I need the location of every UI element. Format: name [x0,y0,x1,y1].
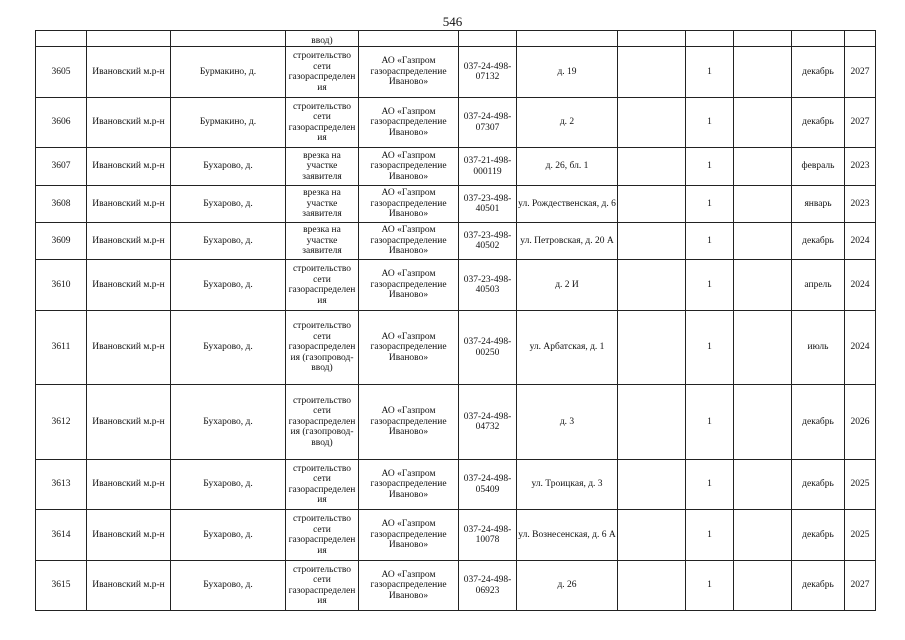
table-row [36,47,876,98]
cell-empty [618,561,686,611]
cell-organization: АО «Газпром газораспределение Иваново» [359,510,459,561]
cell-empty [845,31,876,47]
cell-month: декабрь [792,223,845,260]
cell-work-type: строительство сети газораспределения (газопровод-ввод) [286,385,359,460]
cell-month: декабрь [792,98,845,148]
cell-number: 3611 [36,311,87,385]
cell-quantity: 1 [686,186,734,223]
cell-empty [734,385,792,460]
cell-organization: АО «Газпром газораспределение Иваново» [359,460,459,510]
cell-locality: Бухарово, д. [171,311,286,385]
cell-locality: Бухарово, д. [171,260,286,311]
cell-code: 037-24-498-04732 [459,385,517,460]
cell-district: Ивановский м.р-н [87,186,171,223]
table-row [36,510,876,561]
cell-organization: АО «Газпром газораспределение Иваново» [359,148,459,186]
cell-empty [618,148,686,186]
table-row [36,311,876,385]
cell-district: Ивановский м.р-н [87,148,171,186]
cell-empty [618,223,686,260]
cell-year: 2027 [845,561,876,611]
cell-empty [734,510,792,561]
cell-quantity: 1 [686,260,734,311]
cell-locality: Бухарово, д. [171,460,286,510]
cell-locality: Бухарово, д. [171,148,286,186]
cell-year: 2025 [845,510,876,561]
cell-year: 2024 [845,223,876,260]
cell-work-type: врезка на участке заявителя [286,148,359,186]
cell-month: июль [792,311,845,385]
cell-empty [36,31,87,47]
cell-code: 037-24-498-06923 [459,561,517,611]
cell-quantity: 1 [686,561,734,611]
cell-empty [618,31,686,47]
cell-work-type: строительство сети газораспределения (газопровод-ввод) [286,311,359,385]
cell-empty [87,31,171,47]
cell-code: 037-24-498-00250 [459,311,517,385]
cell-work-type: строительство сети газораспределения [286,47,359,98]
cell-empty [618,186,686,223]
cell-number: 3609 [36,223,87,260]
cell-organization: АО «Газпром газораспределение Иваново» [359,260,459,311]
cell-address: ул. Петровская, д. 20 А [517,223,618,260]
cell-district: Ивановский м.р-н [87,460,171,510]
cell-address: д. 26, бл. 1 [517,148,618,186]
cell-district: Ивановский м.р-н [87,98,171,148]
cell-number: 3613 [36,460,87,510]
cell-address: д. 26 [517,561,618,611]
cell-work-type: врезка на участке заявителя [286,186,359,223]
table-row-continuation [36,31,876,47]
cell-code: 037-24-498-07307 [459,98,517,148]
table-row [36,148,876,186]
cell-empty [618,385,686,460]
table-row [36,223,876,260]
cell-quantity: 1 [686,460,734,510]
cell-empty [734,260,792,311]
cell-empty [734,47,792,98]
cell-address: д. 2 И [517,260,618,311]
cell-code: 037-23-498-40502 [459,223,517,260]
cell-empty [734,460,792,510]
cell-address: ул. Вознесенская, д. 6 А [517,510,618,561]
cell-district: Ивановский м.р-н [87,311,171,385]
cell-organization: АО «Газпром газораспределение Иваново» [359,385,459,460]
cell-address: д. 3 [517,385,618,460]
table-row [36,98,876,148]
cell-month: декабрь [792,47,845,98]
cell-code: 037-23-498-40501 [459,186,517,223]
cell-quantity: 1 [686,311,734,385]
cell-locality: Бухарово, д. [171,561,286,611]
cell-work-type: строительство сети газораспределения [286,510,359,561]
cell-empty [734,31,792,47]
cell-district: Ивановский м.р-н [87,47,171,98]
cell-empty [359,31,459,47]
cell-empty [734,148,792,186]
cell-address: д. 19 [517,47,618,98]
cell-work-type: строительство сети газораспределения [286,260,359,311]
cell-locality: Бурмакино, д. [171,47,286,98]
cell-district: Ивановский м.р-н [87,385,171,460]
cell-quantity: 1 [686,98,734,148]
table-body [36,31,876,611]
cell-district: Ивановский м.р-н [87,561,171,611]
cell-month: декабрь [792,510,845,561]
table-row [36,460,876,510]
page-number: 546 [442,14,463,29]
cell-locality: Бухарово, д. [171,385,286,460]
cell-empty [618,460,686,510]
cell-district: Ивановский м.р-н [87,260,171,311]
cell-quantity: 1 [686,148,734,186]
cell-address: ул. Арбатская, д. 1 [517,311,618,385]
table-row [36,186,876,223]
cell-work-type: строительство сети газораспределения [286,561,359,611]
cell-organization: АО «Газпром газораспределение Иваново» [359,561,459,611]
cell-empty [618,260,686,311]
cell-code: 037-24-498-07132 [459,47,517,98]
cell-number: 3615 [36,561,87,611]
table-row [36,561,876,611]
cell-month: декабрь [792,561,845,611]
cell-empty [734,223,792,260]
cell-locality: Бухарово, д. [171,510,286,561]
cell-quantity: 1 [686,223,734,260]
cell-number: 3612 [36,385,87,460]
cell-number: 3614 [36,510,87,561]
cell-empty [734,311,792,385]
cell-work-type: строительство сети газораспределения [286,98,359,148]
cell-work-type: строительство сети газораспределения [286,460,359,510]
cell-district: Ивановский м.р-н [87,510,171,561]
cell-code: 037-24-498-10078 [459,510,517,561]
cell-year: 2023 [845,186,876,223]
cell-month: декабрь [792,460,845,510]
cell-month: декабрь [792,385,845,460]
cell-empty [792,31,845,47]
cell-quantity: 1 [686,385,734,460]
cell-empty [734,561,792,611]
cell-empty [734,186,792,223]
cell-code: 037-23-498-40503 [459,260,517,311]
cell-quantity: 1 [686,47,734,98]
cell-organization: АО «Газпром газораспределение Иваново» [359,311,459,385]
cell-address: ул. Троицкая, д. 3 [517,460,618,510]
cell-empty [618,510,686,561]
table-row [36,385,876,460]
cell-year: 2026 [845,385,876,460]
cell-organization: АО «Газпром газораспределение Иваново» [359,98,459,148]
cell-work-continuation: ввод) [286,31,359,47]
cell-organization: АО «Газпром газораспределение Иваново» [359,47,459,98]
cell-empty [618,311,686,385]
data-table [35,30,876,611]
cell-month: апрель [792,260,845,311]
cell-code: 037-24-498-05409 [459,460,517,510]
cell-locality: Бухарово, д. [171,223,286,260]
table-row [36,260,876,311]
cell-organization: АО «Газпром газораспределение Иваново» [359,223,459,260]
cell-empty [618,98,686,148]
cell-empty [734,98,792,148]
cell-district: Ивановский м.р-н [87,223,171,260]
cell-month: январь [792,186,845,223]
cell-work-type: врезка на участке заявителя [286,223,359,260]
cell-empty [618,47,686,98]
cell-locality: Бухарово, д. [171,186,286,223]
cell-empty [686,31,734,47]
cell-year: 2027 [845,47,876,98]
cell-address: ул. Рождественская, д. 6 [517,186,618,223]
cell-number: 3610 [36,260,87,311]
cell-organization: АО «Газпром газораспределение Иваново» [359,186,459,223]
cell-number: 3607 [36,148,87,186]
cell-year: 2027 [845,98,876,148]
cell-address: д. 2 [517,98,618,148]
cell-month: февраль [792,148,845,186]
cell-year: 2024 [845,311,876,385]
cell-year: 2024 [845,260,876,311]
cell-empty [517,31,618,47]
cell-year: 2025 [845,460,876,510]
cell-number: 3608 [36,186,87,223]
cell-locality: Бурмакино, д. [171,98,286,148]
cell-number: 3606 [36,98,87,148]
cell-number: 3605 [36,47,87,98]
cell-year: 2023 [845,148,876,186]
cell-quantity: 1 [686,510,734,561]
cell-empty [171,31,286,47]
cell-empty [459,31,517,47]
cell-code: 037-21-498-000119 [459,148,517,186]
